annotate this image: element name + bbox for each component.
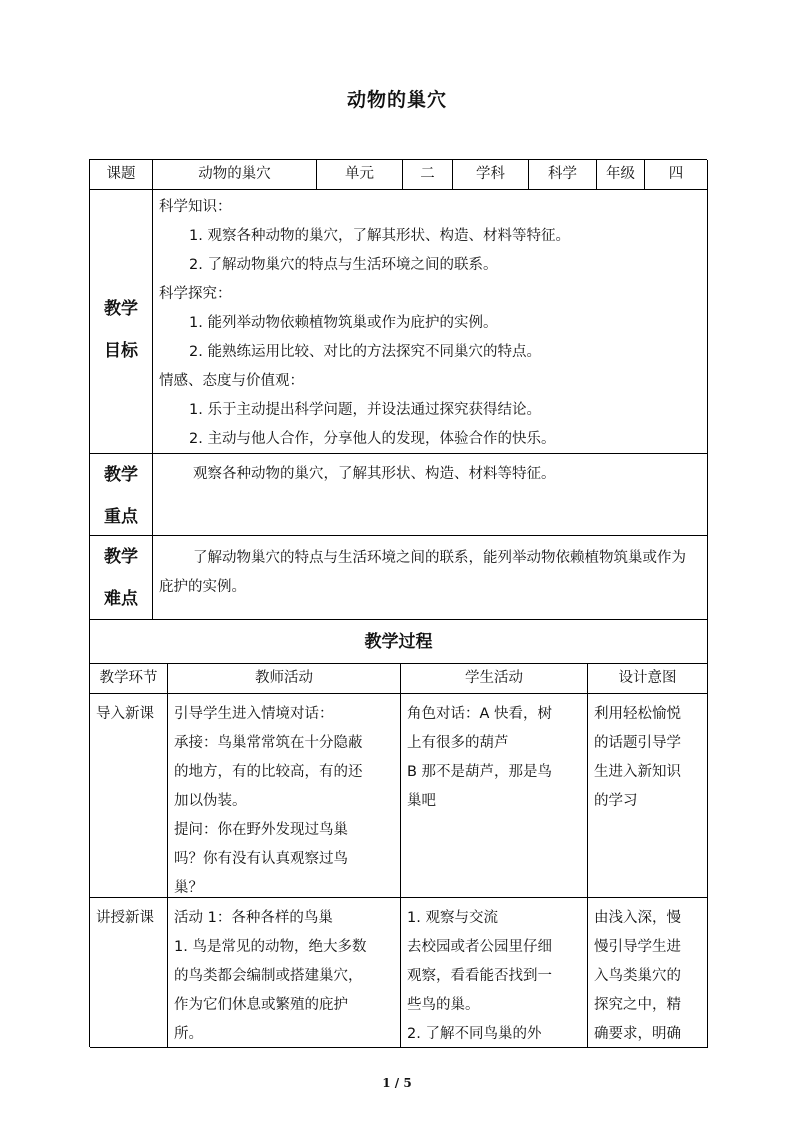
key-points-label-line2: 重点 <box>104 507 138 527</box>
key-points-text: 观察各种动物的巢穴，了解其形状、构造、材料等特征。 <box>193 466 556 482</box>
objectives-content <box>153 190 708 454</box>
objectives-line: 科学知识： <box>159 199 232 215</box>
subject-value: 科学 <box>529 160 597 190</box>
subject-label: 学科 <box>453 160 529 190</box>
difficulties-text: 了解动物巢穴的特点与生活环境之间的联系，能列举动物依赖植物筑巢或作为庇护的实例。 <box>159 550 686 595</box>
key-points-label-line1: 教学 <box>104 465 138 485</box>
key-points-label <box>90 454 153 536</box>
difficulties-label <box>90 536 153 620</box>
unit-label: 单元 <box>317 160 403 190</box>
process-col-intent: 设计意图 <box>588 664 708 694</box>
lesson-plan-table <box>89 159 707 1047</box>
process-row1-teacher: 引导学生进入情境对话： 承接：鸟巢常常筑在十分隐蔽 的地方，有的比较高，有的还 加以伪装。 提问：你在野外发现过鸟巢 吗？你有没有认真观察过鸟 巢？ <box>168 694 401 898</box>
unit-value: 二 <box>403 160 453 190</box>
objectives-line: 1. 能列举动物依赖植物筑巢或作为庇护的实例。 <box>189 315 498 331</box>
process-title-text: 教学过程 <box>364 632 433 652</box>
process-row2-teacher: 活动 1：各种各样的鸟巢 1. 鸟是常见的动物，绝大多数 的鸟类都会编制或搭建巢穴， 作为它们休息或繁殖的庇护 所。 <box>168 898 401 1048</box>
process-col-student: 学生活动 <box>401 664 588 694</box>
objectives-line: 2. 主动与他人合作，分享他人的发现，体验合作的快乐。 <box>189 431 556 447</box>
process-row1-intent: 利用轻松愉悦 的话题引导学 生进入新知识 的学习 <box>588 694 708 898</box>
difficulties-content <box>153 536 708 620</box>
objectives-line: 1. 观察各种动物的巢穴，了解其形状、构造、材料等特征。 <box>189 228 570 244</box>
process-row2-intent: 由浅入深，慢 慢引导学生进 入鸟类巢穴的 探究之中，精 确要求，明确 <box>588 898 708 1048</box>
objectives-line: 情感、态度与价值观： <box>159 373 304 389</box>
difficulties-label-line2: 难点 <box>104 589 138 609</box>
grade-value: 四 <box>645 160 708 190</box>
objectives-line: 2. 了解动物巢穴的特点与生活环境之间的联系。 <box>189 257 498 273</box>
process-row1-student: 角色对话：A 快看，树 上有很多的葫芦 B 那不是葫芦，那是鸟 巢吧 <box>401 694 588 898</box>
difficulties-label-line1: 教学 <box>104 547 138 567</box>
process-row1-stage: 导入新课 <box>90 694 168 898</box>
process-title <box>90 620 708 664</box>
course-value: 动物的巢穴 <box>153 160 317 190</box>
objectives-line: 1. 乐于主动提出科学问题，并设法通过探究获得结论。 <box>189 402 541 418</box>
grade-label: 年级 <box>597 160 645 190</box>
objectives-label-line1: 教学 <box>104 299 138 319</box>
process-col-teacher: 教师活动 <box>168 664 401 694</box>
objectives-label <box>90 190 153 454</box>
objectives-line: 科学探究： <box>159 286 232 302</box>
course-label: 课题 <box>90 160 153 190</box>
process-col-stage: 教学环节 <box>90 664 168 694</box>
page-title: 动物的巢穴 <box>346 89 447 111</box>
process-row2-stage: 讲授新课 <box>90 898 168 1048</box>
key-points-content <box>153 454 708 536</box>
objectives-label-line2: 目标 <box>104 341 138 361</box>
page-number: 1 / 5 <box>382 1076 412 1090</box>
process-row2-student: 1. 观察与交流 去校园或者公园里仔细 观察，看看能否找到一 些鸟的巢。 2. 了解不同鸟巢的外 <box>401 898 588 1048</box>
objectives-line: 2. 能熟练运用比较、对比的方法探究不同巢穴的特点。 <box>189 344 541 360</box>
